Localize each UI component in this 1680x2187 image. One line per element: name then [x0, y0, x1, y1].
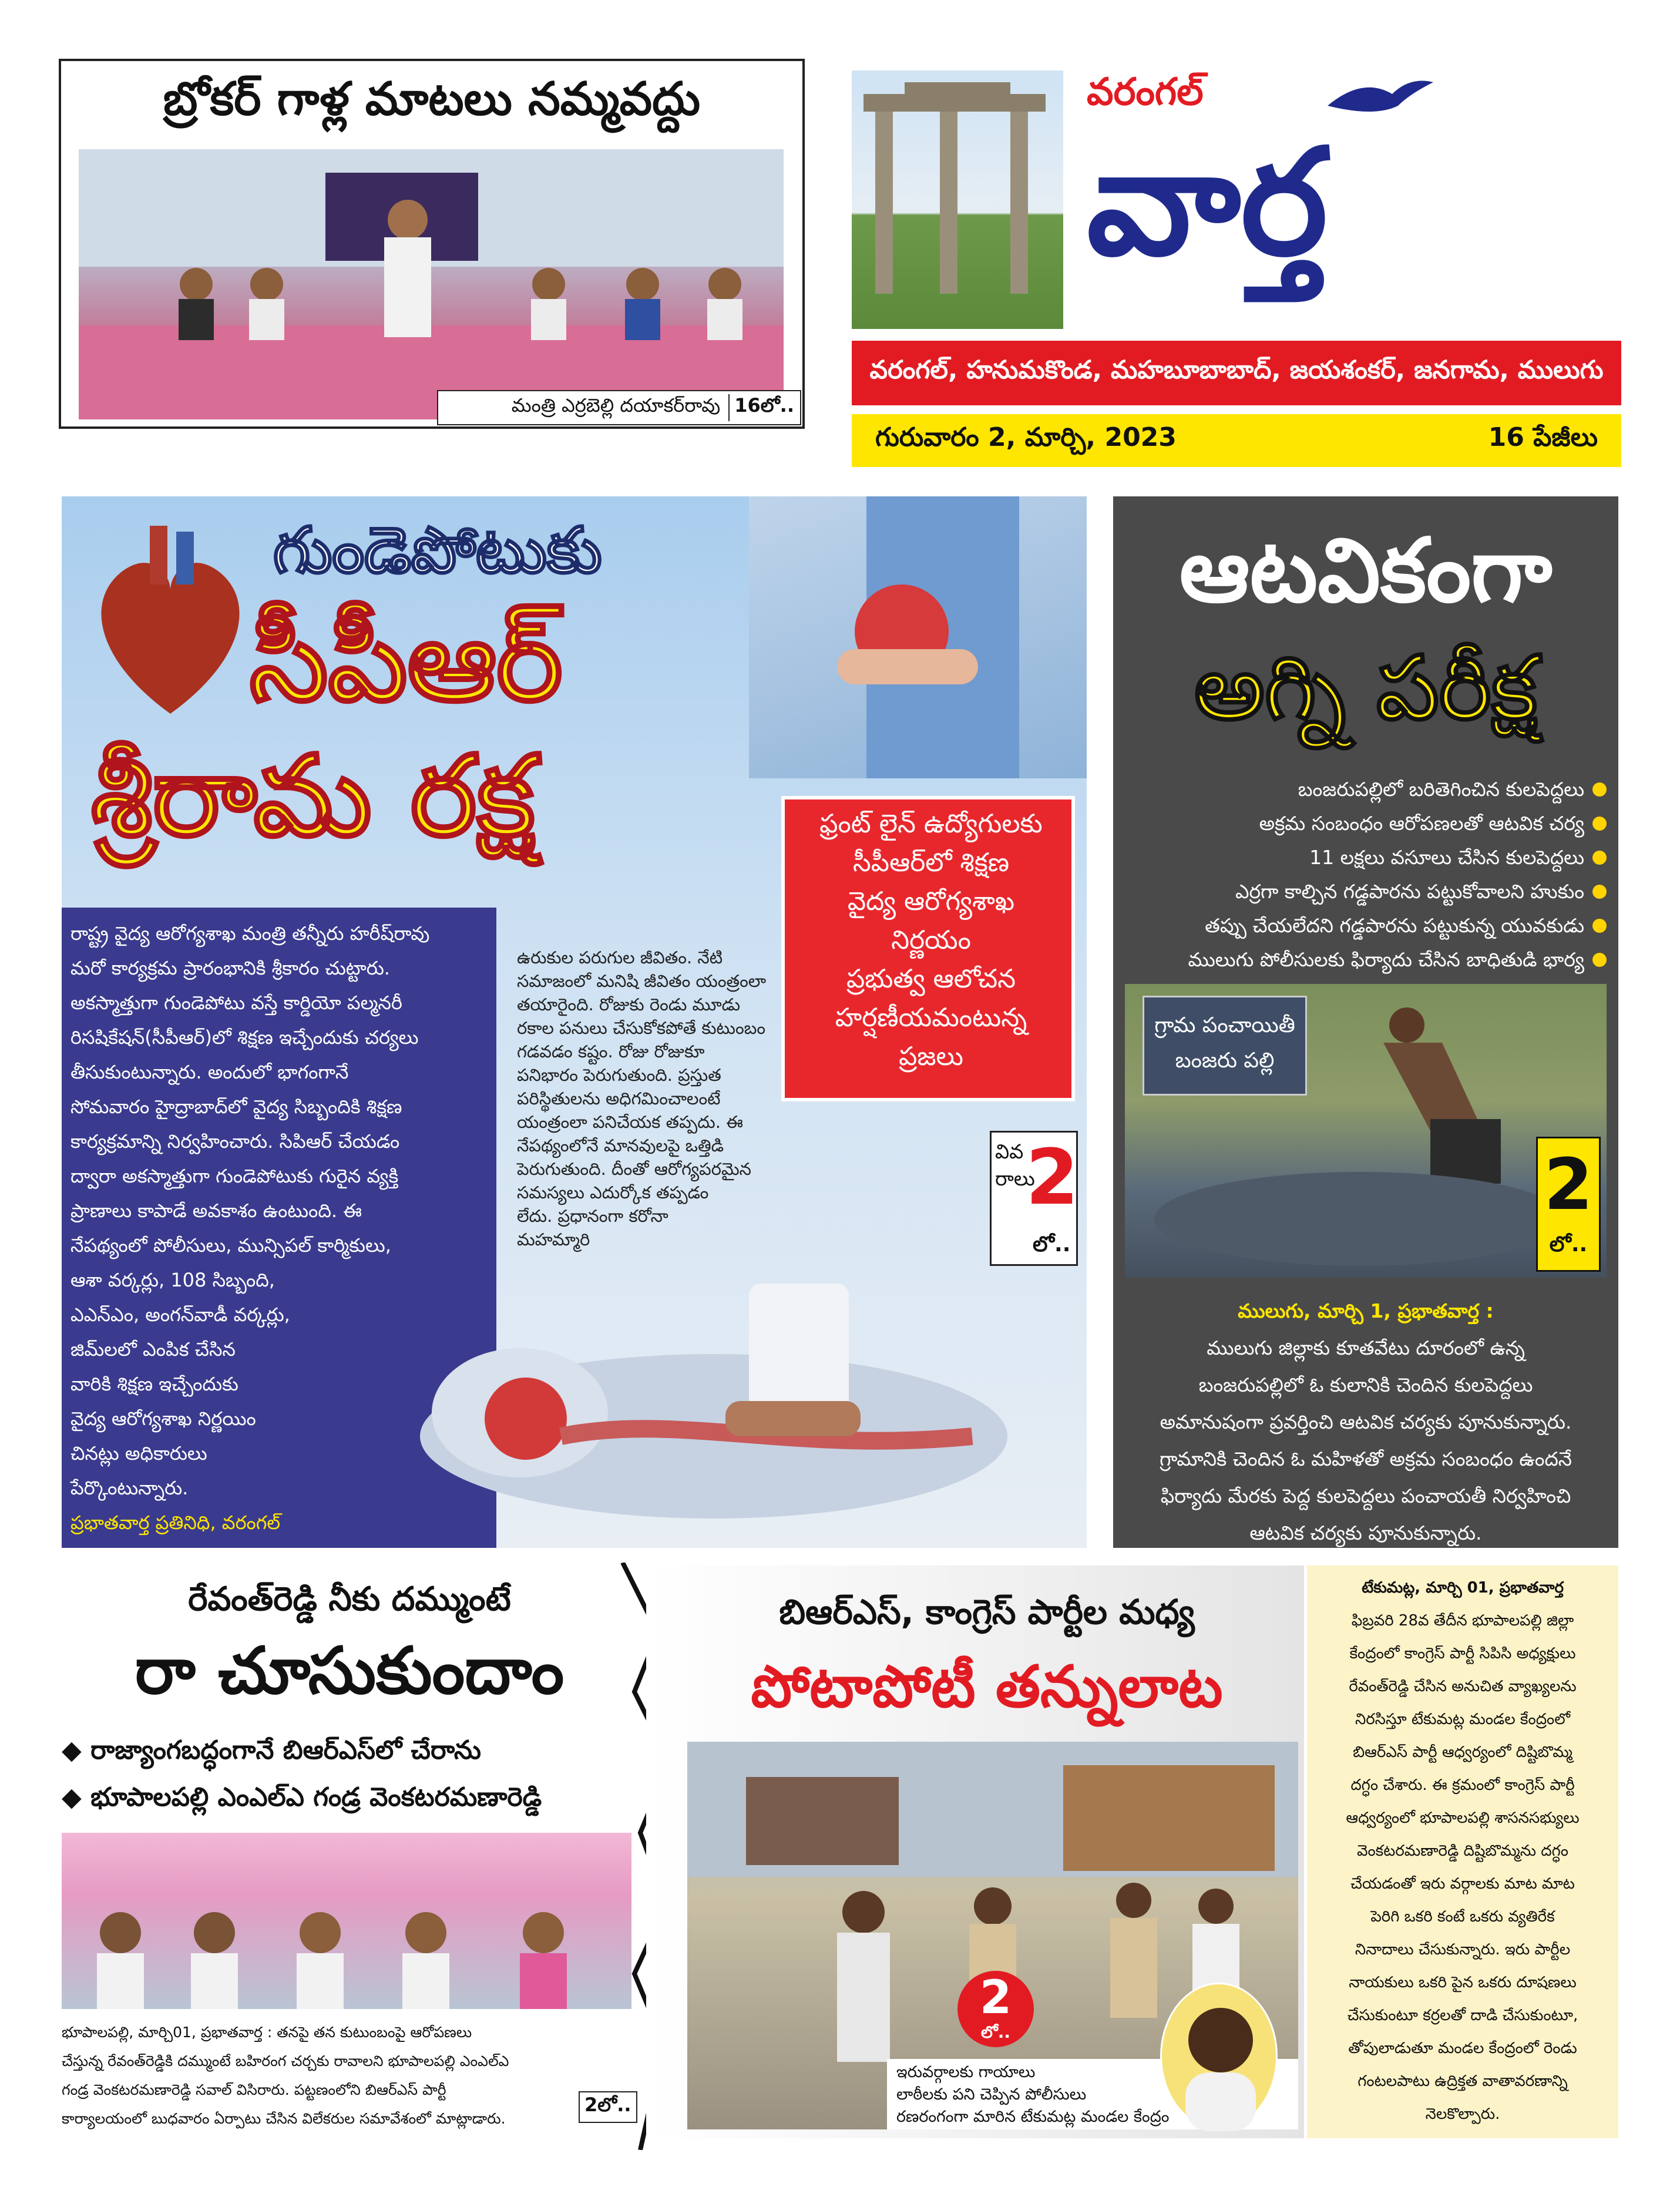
agni-dateline: ములుగు, మార్చి 1, ప్రభాతవార్త : [1238, 1299, 1494, 1322]
agni-bullet: అక్రమ సంబంధం ఆరోపణలతో ఆటవిక చర్య [1125, 807, 1607, 841]
heart-illustration [73, 520, 267, 734]
yellow-bullet-icon [1592, 851, 1607, 865]
cpr-body-line: మరో కార్యక్రమ ప్రారంభానికి శ్రీకారం చుట్టారు. [70, 957, 390, 979]
arch-illustration [852, 70, 1063, 329]
cpr-box-line: హర్షణీయమంటున్న [835, 1003, 1027, 1033]
tekumatla-line: గంటలపాటు ఉద్రిక్తత వాతావరణాన్ని [1358, 2072, 1568, 2090]
revanth-bullets [62, 1727, 637, 1821]
top-left-caption-box [437, 390, 801, 425]
cpr-mid-line: సమస్యలు ఎదుర్కోక తప్పడం [517, 1182, 709, 1202]
brs-lo: లో.. [980, 2023, 1011, 2042]
cpr-mid-line: నేపథ్యంలోనే మానవులపై ఒత్తిడి [517, 1136, 724, 1155]
brs-caption-line: రణరంగంగా మారిన టేకుమట్ల మండల కేంద్రం [896, 2108, 1170, 2126]
tekumatla-line: నినాదాలు చేసుకున్నారు. ఇరు పార్టీల [1355, 1941, 1571, 1958]
minister-photo-illustration [79, 149, 784, 419]
top-left-caption: మంత్రి ఎర్రబెల్లి దయాకర్‌రావు [511, 394, 721, 416]
cpr-box-line: వైద్య ఆరోగ్యశాఖ [847, 886, 1015, 916]
cpr-body-left-text [70, 916, 482, 1540]
cpr-body-line: అకస్మాత్తుగా గుండెపోటు వస్తే కార్డియో పల్మనరీ [70, 992, 402, 1014]
brs-page-num: 2 [979, 1971, 1012, 2024]
cpr-body-line: ద్వారా అకస్మాత్తుగా గుండెపోటుకు గురైన వ్యక్తి [70, 1165, 399, 1187]
masthead [852, 59, 1621, 470]
brs-story [646, 1565, 1304, 2138]
cpr-mid-line: గడవడం కష్టం. రోజు రోజుకూ [517, 1042, 705, 1061]
cpr-mid-line: పెరుగుతుంది. దీంతో ఆరోగ్యపరమైన [517, 1159, 752, 1179]
agni-body-line: గ్రామానికి చెందిన ఓ మహిళతో అక్రమ సంబంధం ఉందనే [1160, 1447, 1572, 1470]
masthead-districts-bar [852, 341, 1621, 405]
revanth-press-meet-photo [62, 1833, 631, 2009]
top-left-story [59, 59, 805, 429]
revanth-body-line: కార్యాలయంలో బుధవారం ఏర్పాటు చేసిన విలేకరుల సమావేశంలో మాట్లాడారు. [62, 2110, 506, 2127]
tekumatla-text [1312, 1571, 1614, 2131]
cpr-mid-line: సమాజంలో మనిషి జీవితం యంత్రంలా [517, 971, 767, 991]
cpr-box-line: ప్రజలు [899, 1042, 963, 1071]
tekumatla-line: కేంద్రంలో కాంగ్రెస్ పార్టీ సిపిసి అధ్యక్షులు [1349, 1645, 1576, 1662]
cpr-box-line: సీపీఆర్‌లో శిక్షణ [852, 848, 1010, 878]
cpr-page-num: 2 [1026, 1133, 1079, 1222]
cpr-kicker: గుండెపోటుకు [273, 514, 602, 587]
cpr-body-line: కార్యక్రమాన్ని నిర్వహించారు. సిపిఆర్ చేయడం [70, 1130, 400, 1153]
agni-continued-box [1536, 1137, 1601, 1272]
diamond-icon: ◆ [62, 1782, 91, 1812]
masthead-city: వరంగల్ [1087, 70, 1204, 114]
cpr-mid-line: పరిస్థితులను అధిగమించాలంటే [517, 1089, 721, 1108]
revanth-page-ref: 2లో.. [579, 2091, 637, 2123]
masthead-date: గురువారం 2, మార్చి, 2023 [875, 422, 1177, 452]
agni-bullets [1125, 772, 1607, 977]
tekumatla-line: బిఆర్ఎస్ పార్టీ ఆధ్వర్యంలో దిష్టిబొమ్మ [1353, 1743, 1573, 1761]
agni-lo: లో.. [1549, 1232, 1588, 1257]
agni-body-line: బంజరుపల్లిలో ఓ కులానికి చెందిన కులపెద్దలు [1198, 1373, 1533, 1396]
tekumatla-line: నిరసిస్తూ టేకుమట్ల మండల కేంద్రంలో [1355, 1711, 1570, 1728]
cpr-mid-line: యంత్రంలా పనిచేయక తప్పదు. ఈ [517, 1112, 743, 1132]
masthead-districts: వరంగల్, హనుమకొండ, మహబూబాబాద్, జయశంకర్, జనగామ, ములుగు [869, 355, 1604, 385]
agni-body [1125, 1292, 1607, 1551]
revanth-body-line: గండ్ర వెంకటరమణారెడ్డి సవాల్ విసిరారు. పట్టణంలోని బిఆర్ఎస్ పార్టీ [62, 2081, 446, 2098]
tekumatla-line: నాయకులు ఒకరి పైన ఒకరు దూషణలు [1349, 1974, 1577, 1991]
brs-continued-badge [957, 1971, 1034, 2047]
tekumatla-line: వెంకటరమణారెడ్డి దిష్టిబొమ్మను దగ్ధం [1357, 1842, 1568, 1860]
masthead-bird-icon [1322, 70, 1439, 126]
cpr-mid-line: తయారైంది. రోజుకు రెండు మూడు [517, 995, 741, 1014]
masthead-pages: 16 పేజీలు [1488, 422, 1598, 452]
agni-story [1113, 496, 1618, 1548]
tekumatla-line: దగ్ధం చేశారు. ఈ క్రమంలో కాంగ్రెస్ పార్టీ [1350, 1776, 1575, 1794]
agni-bullet: తప్పు చేయలేదని గడ్డపారను పట్టుకున్న యువకుడు [1125, 909, 1607, 943]
tekumatla-line: పెరిగి ఒకరి కంటే ఒకరు వ్యతిరేక [1370, 1908, 1555, 1926]
revanth-body-line: భూపాలపల్లి, మార్చి01, ప్రభాతవార్త : తనపై తన కుటుంబంపై ఆరోపణలు [62, 2024, 472, 2041]
cpr-body-line: జిమ్‌లలో ఎంపిక చేసిన [70, 1338, 236, 1360]
agni-body-line: ఆటవిక చర్యకు పూనుకున్నారు. [1249, 1521, 1482, 1544]
cpr-body-line: చినట్లు అధికారులు [70, 1442, 207, 1464]
tekumatla-line: చేసుకుంటూ కర్రలతో దాడి చేసుకుంటూ, [1347, 2007, 1578, 2024]
cpr-body-line: ఎఎన్ఎం, అంగన్‌వాడీ వర్కర్లు, [70, 1304, 290, 1326]
tekumatla-column [1307, 1565, 1618, 2138]
mla-portrait [1160, 1983, 1278, 2129]
cpr-body-line: రాష్ట్ర వైద్య ఆరోగ్యశాఖ మంత్రి తన్నీరు హరీష్‌రావు [70, 922, 430, 945]
agni-body-line: ఫిర్యాదు మేరకు పెద్ద కులపెద్దలు పంచాయతీ నిర్వహించి [1160, 1484, 1571, 1507]
minister-photo [79, 149, 784, 419]
cpr-lo: లో.. [1033, 1232, 1071, 1257]
revanth-story [62, 1580, 637, 2138]
cpr-title-line1: సీపీఆర్ [250, 596, 563, 726]
cpr-mid-line: రకాల పనులు చేసుకోకపోతే కుటుంబం [517, 1018, 766, 1038]
cpr-body-line: ఆశా వర్కర్లు, 108 సిబ్బంది, [70, 1269, 275, 1291]
agni-sign-line2: బంజరు పల్లి [1175, 1049, 1275, 1073]
cpr-mid-line: మహమ్మారి [517, 1229, 590, 1249]
revanth-bullet: ◆ భూపాలపల్లి ఎంఎల్ఎ గండ్ర వెంకటరమణారెడ్డి [62, 1782, 542, 1812]
cpr-title-line2: శ్రీరామ రక్ష [91, 731, 535, 861]
cpr-box-line: ప్రభుత్వ ఆలోచన [846, 964, 1016, 994]
tekumatla-line: చేయడంతో ఇరు వర్గాలకు మాట మాట [1350, 1875, 1575, 1893]
cpr-mid-line: ఉరుకుల పరుగుల జీవితం. నేటి [517, 948, 723, 967]
revanth-body [62, 2018, 637, 2133]
yellow-bullet-icon [1592, 817, 1607, 831]
cpr-mid-line: లేదు. ప్రధానంగా కరోనా [517, 1206, 668, 1226]
agni-bullet: ములుగు పోలీసులకు ఫిర్యాదు చేసిన బాధితుడి భార్య [1125, 943, 1607, 977]
agni-title-line1: ఆటవికంగా [1179, 520, 1553, 622]
cpr-box-line: నిర్ణయం [891, 925, 971, 955]
brs-kicker: బిఆర్ఎస్, కాంగ్రెస్ పార్టీల మధ్య [779, 1592, 1195, 1632]
agni-page-num: 2 [1544, 1144, 1593, 1226]
brs-caption-line: లాఠీలకు పని చెప్పిన పోలీసులు [896, 2085, 1087, 2104]
agni-body-line: ములుగు జిల్లాకు కూతవేటు దూరంలో ఉన్న [1207, 1336, 1525, 1359]
masthead-date-bar [852, 414, 1621, 467]
agni-scene [1125, 984, 1607, 1278]
agni-bullet: 11 లక్షలు వసూలు చేసిన కులపెద్దలు [1125, 841, 1607, 875]
agni-sign-line1: గ్రామ పంచాయితీ [1154, 1013, 1295, 1037]
revanth-title: రా చూసుకుందాం [135, 1633, 565, 1708]
patient-photo [749, 496, 1087, 778]
revanth-body-line: చేస్తున్న రేవంత్‌రెడ్డికి దమ్ముంటే బహిరంగ చర్చకు రావాలని భూపాలపల్లి ఎంఎల్ఎ [62, 2052, 509, 2070]
cpr-mid-line: పనిభారం పెరుగుతుంది. ప్రస్తుత [517, 1065, 721, 1085]
tekumatla-line: రేవంత్‌రెడ్డి చేసిన అనుచిత వ్యాఖ్యలను [1349, 1678, 1577, 1695]
tekumatla-line: తోపులాడుతూ మండల కేంద్రంలో రెండు [1348, 2040, 1577, 2057]
brs-caption-line: ఇరువర్గాలకు గాయాలు [896, 2063, 1036, 2081]
brs-title: పోటాపోటీ తన్నులాట [751, 1654, 1223, 1721]
cpr-illustration [385, 1260, 1031, 1538]
cpr-body-line: నేపథ్యంలో పోలీసులు, మున్సిపల్ కార్మికులు, [70, 1234, 391, 1257]
cpr-body-line: వైద్య ఆరోగ్యశాఖ నిర్ణయిం [70, 1407, 256, 1430]
agni-bullet: ఎర్రగా కాల్చిన గడ్డపారను పట్టుకోవాలని హుకుం [1125, 875, 1607, 909]
agni-body-line: అమానుషంగా ప్రవర్తించి ఆటవిక చర్యకు పూనుకున్నారు. [1160, 1410, 1572, 1433]
diamond-icon: ◆ [62, 1735, 91, 1765]
tekumatla-line: టేకుమట్ల, మార్చి 01, ప్రభాతవార్త [1362, 1579, 1564, 1597]
tekumatla-line: ఫిబ్రవరి 28వ తేదీన భూపాలపల్లి జిల్లా [1351, 1612, 1574, 1630]
revanth-bullet: ◆ రాజ్యాంగబద్ధంగానే బిఆర్ఎస్‌లో చేరాను [62, 1735, 481, 1765]
cpr-box-line: ఫ్రంట్ లైన్ ఉద్యోగులకు [819, 809, 1043, 839]
yellow-bullet-icon [1592, 782, 1607, 797]
top-left-headline: బ్రోకర్ గాళ్ల మాటలు నమ్మవద్దు [163, 73, 701, 126]
tekumatla-line: ఆధ్వర్యంలో భూపాలపల్లి శాసనసభ్యులు [1346, 1809, 1580, 1827]
cpr-continued-box [990, 1131, 1078, 1266]
cpr-body-mid-text [517, 946, 858, 1251]
agni-title-line2: అగ్ని పరీక్ష [1194, 637, 1537, 740]
yellow-bullet-icon [1592, 919, 1607, 933]
top-left-page-ref: 16లో.. [728, 394, 794, 421]
revanth-kicker: రేవంత్‌రెడ్డి నీకు దమ్ముంటే [188, 1580, 511, 1618]
cpr-body-line: ప్రాణాలు కాపాడే అవకాశం ఉంటుంది. ఈ [70, 1200, 362, 1222]
cpr-body-line: పేర్కొంటున్నారు. [70, 1477, 189, 1499]
tekumatla-line: నెలకొల్పారు. [1425, 2105, 1500, 2123]
cpr-vivaralu: వివరాలు [995, 1140, 1035, 1191]
cpr-body-line: తీసుకుంటున్నారు. అందులో భాగంగానే [70, 1061, 349, 1083]
agni-bullet: బంజరుపల్లిలో బరితెగించిన కులపెద్దలు [1125, 772, 1607, 807]
cpr-body-line: వారికి శిక్షణ ఇచ్చేందుకు [70, 1373, 238, 1395]
agni-photo [1125, 984, 1607, 1278]
yellow-bullet-icon [1592, 885, 1607, 899]
yellow-bullet-icon [1592, 953, 1607, 967]
kakatiya-arch-photo [852, 70, 1063, 329]
cpr-body-line: రిసషికేషన్(సీపీఆర్)లో శిక్షణ ఇచ్చేందుకు చర్యలు [70, 1026, 419, 1049]
masthead-name: వార్త [1087, 117, 1328, 288]
cpr-body-line: సోమవారం హైద్రాబాద్‌లో వైద్య సిబ్బందికి శిక్షణ [70, 1096, 402, 1118]
cpr-byline: ప్రభాతవార్త ప్రతినిధి, వరంగల్ [70, 1511, 281, 1534]
